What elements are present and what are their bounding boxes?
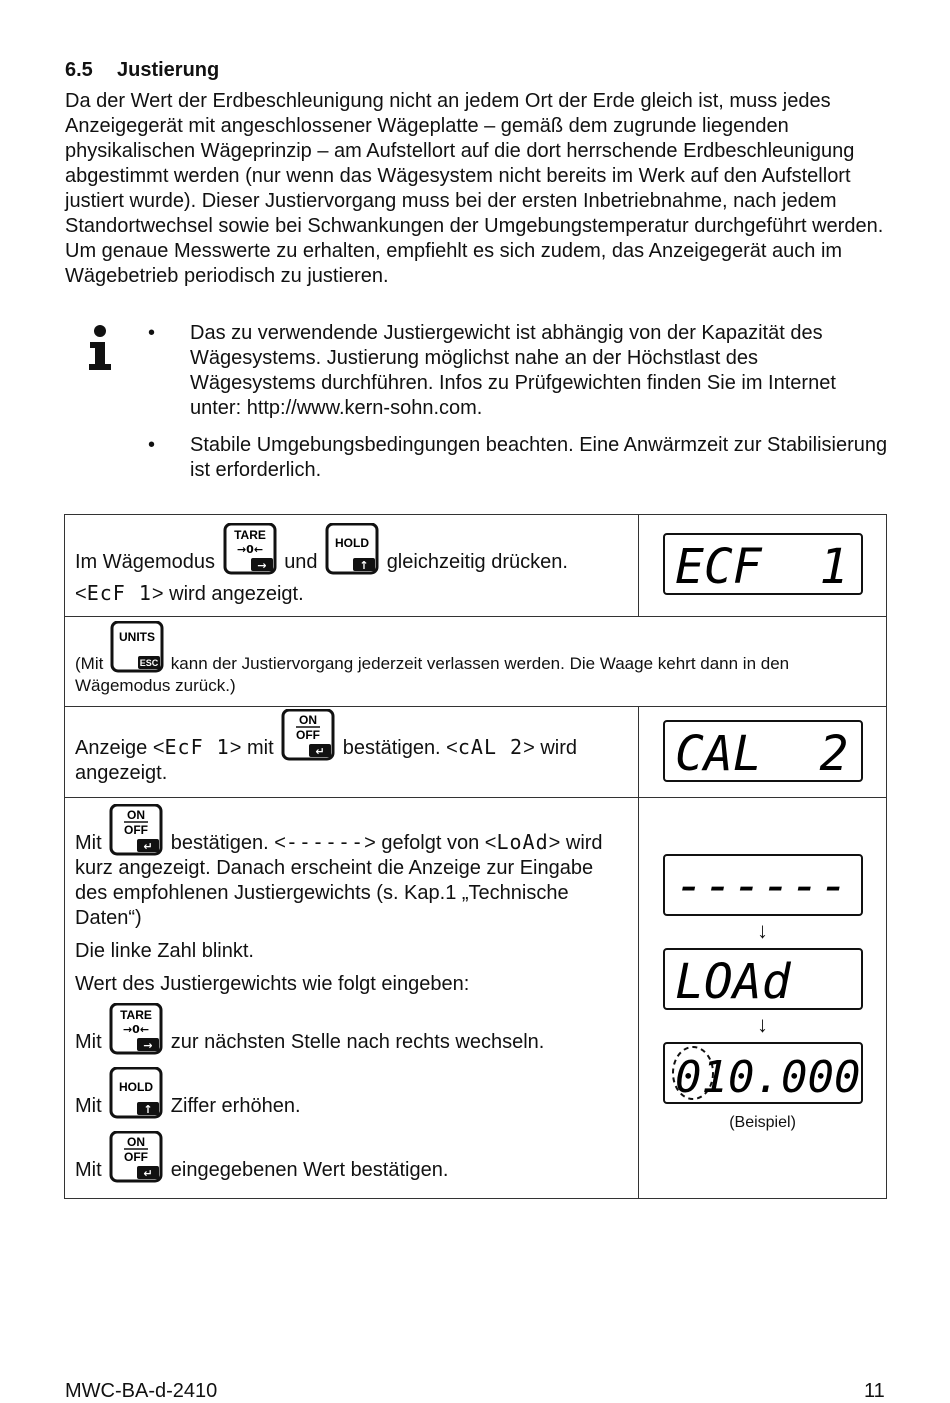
bullet-item: • Das zu verwendende Justiergewicht ist abhängig von der Kapazität des Wägesystems. Justierung möglichst nahe an der Höchstlast des Wägesystems durchführen. Infos zu Prüfgewichten finden Sie im Internet unter: http://www.kern-sohn.com. xyxy=(148,322,836,419)
display-code: LoAd xyxy=(496,830,549,854)
adjustment-steps-table xyxy=(64,514,887,1199)
svg-text:ON: ON xyxy=(127,808,146,822)
lcd-display xyxy=(663,854,863,914)
svg-text:↑: ↑ xyxy=(359,559,369,572)
hold-key-icon xyxy=(325,523,379,575)
svg-text:OFF: OFF xyxy=(124,823,149,837)
section-heading xyxy=(65,59,219,82)
onoff-key-icon xyxy=(109,1131,163,1183)
info-bullet-list xyxy=(148,321,888,495)
svg-text:ECF 1: ECF 1 xyxy=(674,539,848,595)
svg-text:↵: ↵ xyxy=(143,1167,153,1180)
tare-key-icon xyxy=(109,1003,163,1055)
svg-text:→: → xyxy=(143,1039,153,1052)
step-row: Anzeige <EcF 1> mit ON OFF ↵ bestätigen. <cAL 2> wird angezeigt. CAL 2 xyxy=(65,707,887,798)
svg-text:↵: ↵ xyxy=(315,745,325,758)
svg-text:ESC: ESC xyxy=(139,658,159,668)
svg-text:→: → xyxy=(257,559,267,572)
lcd-display xyxy=(663,720,863,780)
hold-key-icon xyxy=(109,1067,163,1119)
onoff-key-icon xyxy=(281,709,335,761)
down-arrow-icon: ↓ xyxy=(757,918,769,943)
svg-text:OFF: OFF xyxy=(124,1150,149,1164)
section-number: 6.5 xyxy=(65,59,93,81)
lcd-display xyxy=(663,948,863,1008)
section-title: Justierung xyxy=(117,59,220,81)
display-code: ------ xyxy=(285,830,365,854)
page-number: 11 xyxy=(864,1380,885,1402)
svg-text:ON: ON xyxy=(127,1135,146,1149)
onoff-key-icon xyxy=(109,804,163,856)
svg-text:↑: ↑ xyxy=(143,1103,153,1116)
svg-text:→0←: →0← xyxy=(236,543,263,556)
intro-paragraph: Da der Wert der Erdbeschleunigung nicht an jedem Ort der Erde gleich ist, muss jedes Anzeigegerät mit angeschlossener Wägeplatte – gemäß dem zugrunde liegenden physikalischen Wägeprinzip – am Aufstellort auf die dort herrschende Erdbeschleunigung abgestimmt werden (nur wenn das Wägesystem nicht bereits im Werk auf den Aufstellort justiert wurde). Dieser Justiervorgang muss bei der ersten Inbetriebnahme, nach jedem Standortwechsel sowie bei Schwankungen der Umgebungstemperatur durchgeführt werden. Um genaue Messwerte zu erhalten, empfiehlt es sich zudem, das Anzeigegerät auch im Wägebetrieb periodisch zu justieren. xyxy=(65,90,884,287)
step-row: Mit ON OFF ↵ bestätigen. <------> gefolgt von <LoAd> wird kurz angezeigt. Danach erscheint die Anzeige zur Eingabe des empfohlenen Justiergewichts (s. Kap.1 „Technische Daten“) Die linke Zahl blinkt. Wert des Justiergewichts wie folgt eingeben: Mit TARE →0← → zur nächsten Stelle nach rechts wechseln. Mit HOLD ↑ Ziffer erhöhen. Mit ON OFF ↵ eingegebenen Wert bestätigen. ------ ↓ LOAd ↓ 010.000 (Beispiel) xyxy=(65,798,887,1199)
svg-text:CAL 2: CAL 2 xyxy=(674,726,848,782)
svg-text:UNITS: UNITS xyxy=(119,630,156,644)
svg-text:010.000: 010.000 xyxy=(674,1052,860,1103)
svg-text:→0←: →0← xyxy=(123,1023,150,1036)
svg-text:TARE: TARE xyxy=(233,528,266,542)
svg-text:LOAd: LOAd xyxy=(674,954,791,1010)
tare-key-icon xyxy=(223,523,277,575)
step-row: (Mit UNITS ESC kann der Justiervorgang jederzeit verlassen werden. Die Waage kehrt dann in den Wägemodus zurück.) xyxy=(65,617,887,707)
svg-text:ON: ON xyxy=(299,713,318,727)
svg-text:HOLD: HOLD xyxy=(119,1080,154,1094)
units-key-icon xyxy=(110,621,164,673)
svg-text:------: ------ xyxy=(674,858,848,914)
svg-text:OFF: OFF xyxy=(296,728,321,742)
lcd-display xyxy=(663,533,863,593)
step-row: Im Wägemodus TARE →0← → und HOLD ↑ gleichzeitig drücken. <EcF 1> wird angezeigt. ECF 1 xyxy=(65,515,887,617)
svg-text:HOLD: HOLD xyxy=(335,536,370,550)
svg-text:↵: ↵ xyxy=(143,840,153,853)
svg-text:TARE: TARE xyxy=(120,1008,153,1022)
lcd-display xyxy=(663,1042,863,1102)
display-code: EcF 1 xyxy=(164,735,230,759)
footer-document-id: MWC-BA-d-2410 xyxy=(65,1380,218,1402)
info-icon xyxy=(86,324,116,372)
down-arrow-icon: ↓ xyxy=(757,1012,769,1037)
display-code: cAL 2 xyxy=(457,735,524,759)
example-caption: (Beispiel) xyxy=(729,1114,796,1131)
display-code: EcF 1 xyxy=(86,581,152,605)
bullet-item: • Stabile Umgebungsbedingungen beachten. Eine Anwärmzeit zur Stabilisierung ist erforderlich. xyxy=(148,434,888,481)
